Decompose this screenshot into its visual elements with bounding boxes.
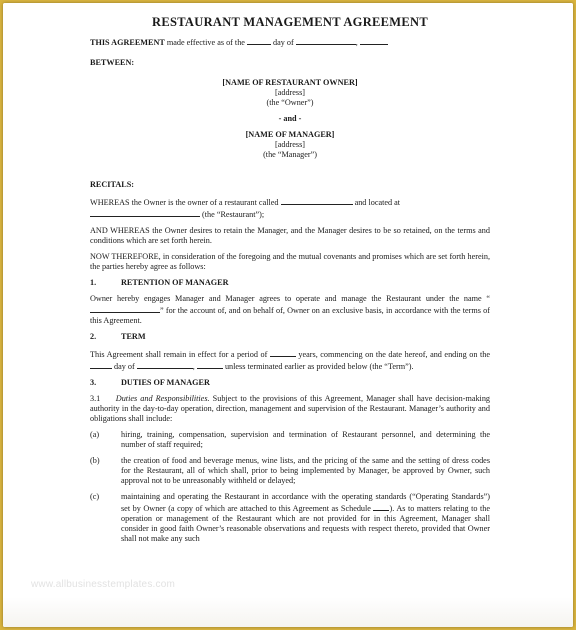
item-c-text-a: maintaining and operating the Restaurant in accordance with the operating standards (“Operating Standards”) set by Owner (a copy of which are attached to this Agreement as Schedule: [121, 492, 490, 513]
whereas-1-part-2: and located at: [352, 198, 401, 207]
item-c-text: [121, 492, 490, 544]
section-3-title: DUTIES OF MANAGER: [121, 378, 210, 387]
now-therefore-paragraph: NOW THEREFORE, in consideration of the foregoing and the mutual covenants and promises which are set forth herein, the parties hereby agree as follows:: [90, 252, 490, 271]
page-bottom-fade: [3, 597, 573, 627]
section-2-body-c: day of: [112, 362, 137, 371]
item-a-text: hiring, training, compensation, supervision and termination of Restaurant personnel, and determining the number of staff required;: [121, 430, 490, 449]
agreement-intro: [90, 36, 490, 48]
section-3-1-number: 3.1: [90, 394, 101, 403]
section-2-title: TERM: [121, 332, 146, 341]
section-2-body-d: ,: [192, 362, 197, 371]
between-label: BETWEEN:: [90, 58, 135, 67]
document-content: [90, 17, 490, 544]
section-2-body-b: years, commencing on the date hereof, and ending on the: [295, 350, 490, 359]
month-blank[interactable]: [296, 36, 356, 45]
whereas-1-part-3: (the “Restaurant”);: [200, 210, 265, 219]
manager-name: [NAME OF MANAGER]: [245, 130, 335, 139]
section-2-body-e: unless terminated earlier as provided below (the “Term”).: [222, 362, 414, 371]
whereas-paragraph-2: AND WHEREAS the Owner desires to retain the Manager, and the Manager desires to be so retained, on the terms and conditions which are set forth herein.: [90, 226, 490, 245]
end-month-blank[interactable]: [137, 360, 193, 369]
end-day-blank[interactable]: [90, 360, 112, 369]
item-a-label: (a): [90, 430, 100, 439]
section-3-number: 3.: [90, 378, 97, 387]
list-item: [90, 456, 490, 486]
year-blank[interactable]: [360, 36, 388, 45]
item-c-text-b: ). As to matters relating to the operation or management of the Restaurant which are not provided for in this Agreement, Manager shall consider in good faith Owner’s reasonable observations and requests with respect thereto, provided that Owner shall not make any such: [121, 504, 491, 543]
document-frame: [3, 3, 573, 627]
section-1-body: [90, 294, 490, 326]
document-page: [3, 3, 573, 627]
item-c-label: (c): [90, 492, 100, 501]
section-1-body-a: Owner hereby engages Manager and Manager agrees to operate and manage the Restaurant under the name “: [90, 294, 490, 303]
item-b-label: (b): [90, 456, 100, 465]
intro-text-1: made effective as of the: [164, 38, 247, 47]
section-2-body-a: This Agreement shall remain in effect for a period of: [90, 350, 270, 359]
item-b-text: the creation of food and beverage menus, wine lists, and the pricing of the same and the setting of dress codes for the Restaurant, all of which shall, prior to being implemented by Manager, be approved by Owner, such approval not to be unreasonably withheld or delayed;: [121, 456, 490, 485]
intro-text-2: day of: [270, 38, 296, 47]
end-year-blank[interactable]: [197, 360, 223, 369]
intro-lead: THIS AGREEMENT: [90, 38, 165, 47]
day-blank[interactable]: [247, 36, 271, 45]
restaurant-name-blank[interactable]: [281, 196, 353, 205]
section-1-body-b: ” for the account of, and on behalf of, Owner on an exclusive basis, in accordance with the terms of this Agreement.: [90, 306, 490, 325]
section-3-1-body: [90, 394, 490, 424]
trade-name-blank[interactable]: [90, 304, 160, 313]
section-3-1-title: Duties and Responsibilities.: [115, 394, 210, 403]
section-2-heading: [90, 332, 490, 342]
intro-text-3: ,: [355, 38, 360, 47]
section-1-number: 1.: [90, 278, 97, 287]
list-item: [90, 492, 490, 544]
section-2-body: [90, 348, 490, 372]
restaurant-location-blank[interactable]: [90, 208, 200, 217]
section-1-title: RETENTION OF MANAGER: [121, 278, 229, 287]
section-2-number: 2.: [90, 332, 97, 341]
recitals-label: RECITALS:: [90, 180, 134, 189]
document-title: RESTAURANT MANAGEMENT AGREEMENT: [152, 15, 428, 29]
whereas-paragraph-1: [90, 196, 490, 220]
manager-designation: (the “Manager”): [263, 150, 317, 159]
section-3-1-text: Subject to the provisions of this Agreement, Manager shall have decision-making authority in the day-to-day operation, direction, management and supervision of the Restaurant. Manager’s authority and obligations shall include:: [90, 394, 491, 423]
and-separator: - and -: [278, 114, 302, 123]
list-item: [90, 430, 490, 450]
section-1-heading: [90, 278, 490, 288]
term-years-blank[interactable]: [270, 348, 296, 357]
whereas-1-part-1: WHEREAS the Owner is the owner of a restaurant called: [90, 198, 281, 207]
owner-address: [address]: [274, 88, 305, 97]
schedule-blank[interactable]: [373, 502, 389, 511]
owner-designation: (the “Owner”): [266, 98, 314, 107]
section-3-heading: [90, 378, 490, 388]
owner-name: [NAME OF RESTAURANT OWNER]: [222, 78, 358, 87]
manager-address: [address]: [274, 140, 305, 149]
watermark-text: www.allbusinesstemplates.com: [31, 579, 175, 590]
